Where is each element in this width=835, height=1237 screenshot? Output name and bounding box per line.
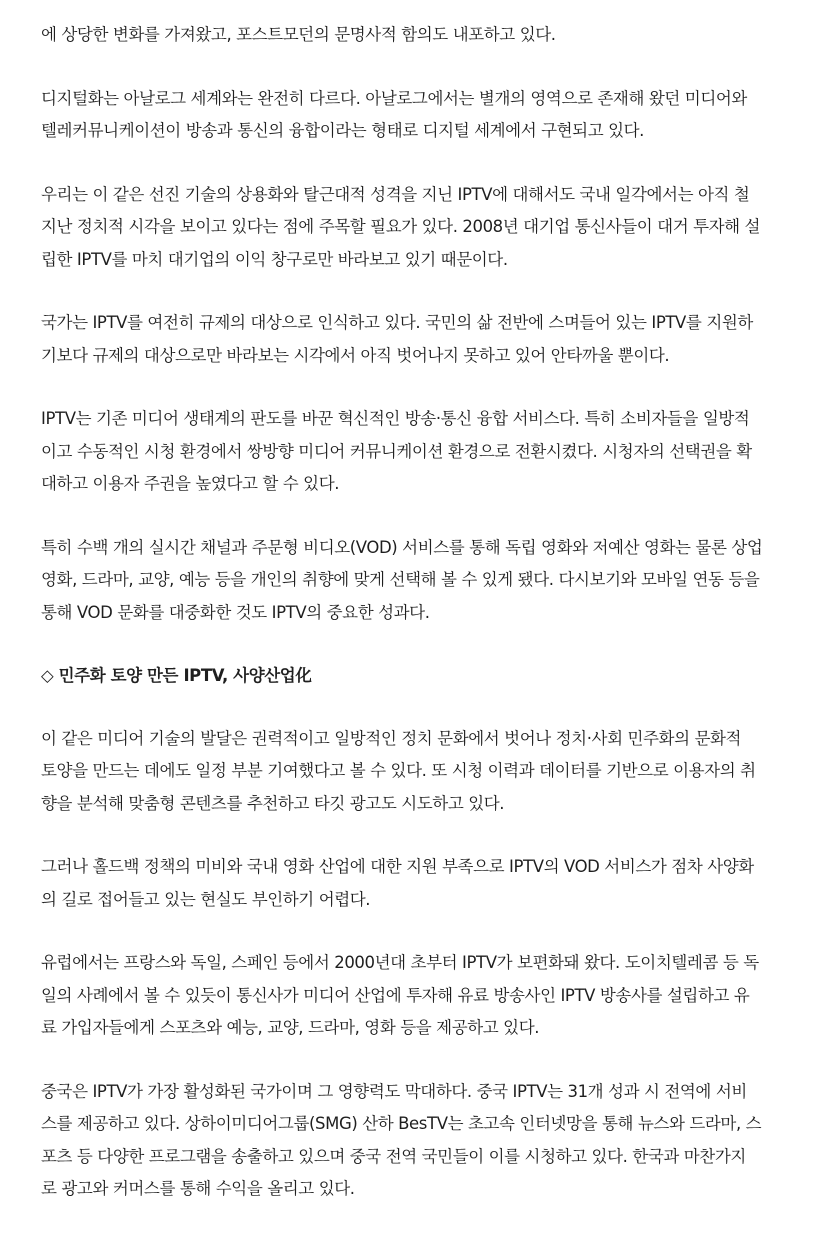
text-line: 특히 수백 개의 실시간 채널과 주문형 비디오(VOD) 서비스를 통해 독립 영화와 저예산 영화는 물론 상업 [41, 537, 763, 557]
text-line: 이고 수동적인 시청 환경에서 쌍방향 미디어 커뮤니케이션 환경으로 전환시켰다. 시청자의 선택권을 확 [41, 441, 752, 461]
text-line: 우리는 이 같은 선진 기술의 상용화와 탈근대적 성격을 지닌 IPTV에 대해서도 국내 일각에서는 아직 철 [41, 184, 750, 204]
text-line: 중국은 IPTV가 가장 활성화된 국가이며 그 영향력도 막대하다. 중국 IPTV는 31개 성과 시 전역에 서비 [41, 1081, 747, 1101]
text-line: 국가는 IPTV를 여전히 규제의 대상으로 인식하고 있다. 국민의 삶 전반에 스며들어 있는 IPTV를 지원하 [41, 313, 753, 332]
text-line: 그러나 홀드백 정책의 미비와 국내 영화 산업에 대한 지원 부족으로 IPTV의 VOD 서비스가 점차 사양화 [41, 857, 754, 876]
text-line: 기보다 규제의 대상으로만 바라보는 시각에서 아직 벗어나지 못하고 있어 안타까울 뿐이다. [41, 345, 670, 365]
section-heading: ◇ 민주화 토양 만든 IPTV, 사양산업化 [41, 666, 312, 685]
text-line: 스를 제공하고 있다. 상하이미디어그룹(SMG) 산하 BesTV는 초고속 인터넷망을 통해 뉴스와 드라마, 스 [41, 1114, 762, 1133]
text-line: 에 상당한 변화를 가져왔고, 포스트모던의 문명사적 함의도 내포하고 있다. [41, 25, 556, 44]
text-line: 통해 VOD 문화를 대중화한 것도 IPTV의 중요한 성과다. [41, 602, 430, 622]
paragraph [41, 307, 793, 372]
text-line: 디지털화는 아날로그 세계와는 완전히 다르다. 아날로그에서는 별개의 영역으로 존재해 왔던 미디어와 [41, 88, 747, 108]
text-line: 향을 분석해 맞춤형 콘텐츠를 추천하고 타깃 광고도 시도하고 있다. [41, 793, 505, 813]
paragraph [41, 723, 793, 821]
text-line: 포츠 등 다양한 프로그램을 송출하고 있으며 중국 전역 국민들이 이를 시청하고 있다. 한국과 마찬가지 [41, 1146, 746, 1166]
paragraph [41, 83, 793, 148]
text-line: 토양을 만드는 데에도 일정 부분 기여했다고 볼 수 있다. 또 시청 이력과 데이터를 기반으로 이용자의 취 [41, 761, 756, 780]
text-line: 의 길로 접어들고 있는 현실도 부인하기 어렵다. [41, 889, 371, 909]
paragraph [41, 403, 793, 501]
text-line: 립한 IPTV를 마치 대기업의 이익 창구로만 바라보고 있기 때문이다. [41, 249, 508, 269]
text-line: 지난 정치적 시각을 보이고 있다는 점에 주목할 필요가 있다. 2008년 대기업 통신사들이 대거 투자해 설 [41, 217, 761, 236]
text-line: 유럽에서는 프랑스와 독일, 스페인 등에서 2000년대 초부터 IPTV가 보편화돼 왔다. 도이치텔레콤 등 독 [41, 953, 759, 972]
paragraph [41, 19, 793, 52]
text-line: 일의 사례에서 볼 수 있듯이 통신사가 미디어 산업에 투자해 유료 방송사인 IPTV 방송사를 설립하고 유 [41, 985, 750, 1005]
text-line: 이 같은 미디어 기술의 발달은 권력적이고 일방적인 정치 문화에서 벗어나 정치·사회 민주화의 문화적 [41, 728, 742, 748]
paragraph [41, 179, 793, 277]
article-body [41, 19, 793, 1237]
paragraph [41, 532, 793, 630]
paragraph [41, 1076, 793, 1206]
text-line: 대하고 이용자 주권을 높였다고 할 수 있다. [41, 474, 340, 493]
paragraph [41, 947, 793, 1045]
text-line: 로 광고와 커머스를 통해 수익을 올리고 있다. [41, 1179, 355, 1198]
text-line: 료 가입자들에게 스포츠와 예능, 교양, 드라마, 영화 등을 제공하고 있다. [41, 1018, 540, 1037]
paragraph [41, 851, 793, 916]
text-line: IPTV는 기존 미디어 생태계의 판도를 바꾼 혁신적인 방송·통신 융합 서비스다. 특히 소비자들을 일방적 [41, 409, 750, 428]
text-line: 영화, 드라마, 교양, 예능 등을 개인의 취향에 맞게 선택해 볼 수 있게 됐다. 다시보기와 모바일 연동 등을 [41, 570, 760, 589]
text-line: 텔레커뮤니케이션이 방송과 통신의 융합이라는 형태로 디지털 세계에서 구현되고 있다. [41, 121, 645, 140]
